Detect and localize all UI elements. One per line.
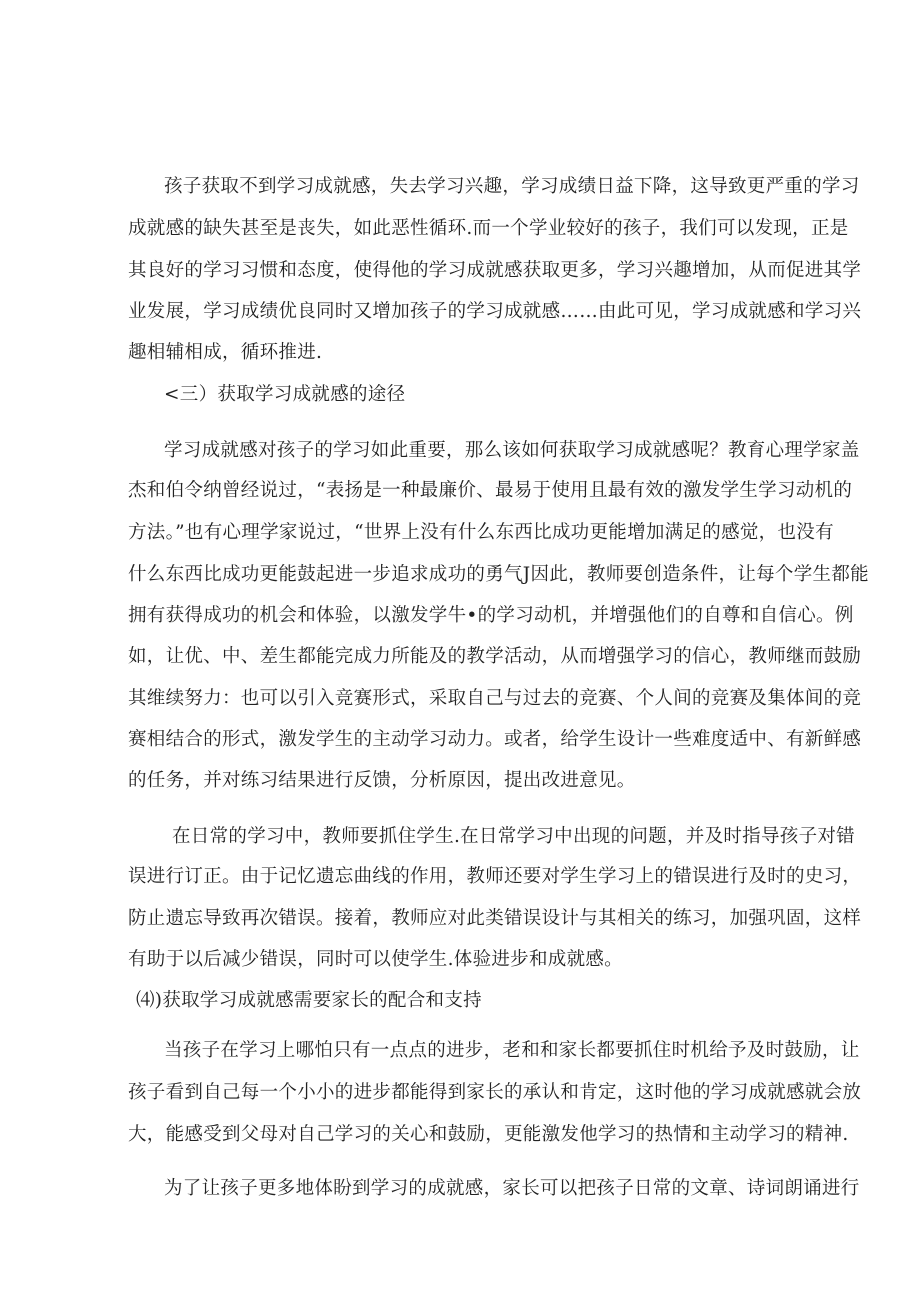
paragraph-2-line-4: 什么东西比成功更能鼓起进一步追求成功的勇气J因此，教师要创造条件，让每个学生都能 [128,564,869,585]
section-heading-3: <三）获取学习成就感的途径 [164,384,406,405]
paragraph-2-line-3: 方法。”也有心理学家说过，“世界上没有什么东西比成功更能增加满足的感觉，也没有 [128,522,834,543]
paragraph-2-line-2: 杰和伯令纳曾经说过，“表扬是一种最廉价、最易于使用且最有效的激发学生学习动机的 [128,480,853,501]
paragraph-2-line-6: 如，让优、中、差生都能完成力所能及的教学活动，从而增强学习的信心，教师继而鼓励 [128,646,862,667]
paragraph-4-line-1: 当孩子在学习上哪怕只有一点点的进步，老和和家长都要抓住时机给予及时鼓励，让 [164,1040,860,1061]
paragraph-3-line-1: 在日常的学习中，教师要抓住学生.在日常学习中出现的问题，并及时指导孩子对错 [172,826,855,847]
paragraph-3-line-2: 误进行订正。由于记忆遗忘曲线的作用，教师还要对学生学习上的错误进行及时的史习， [128,866,862,887]
paragraph-4-line-2: 孩子看到自己每一个小小的进步都能得到家长的承认和肯定，这时他的学习成就感就会放 [128,1082,862,1103]
paragraph-1-line-5: 趣相辅相成，循环推进. [128,342,323,363]
paragraph-2-line-5: 拥有获得成功的机会和体验，以激发学牛•的学习动机，并增强他们的自尊和自信心。例 [128,605,854,626]
paragraph-1-line-1: 孩子获取不到学习成就感，失去学习兴趣，学习成绩日益下降，这导致更严重的学习 [164,176,860,197]
paragraph-5-line-1: 为了让孩子更多地体盼到学习的成就感，家长可以把孩子日常的文章、诗词朗诵进行 [164,1178,860,1199]
paragraph-1-line-2: 成就感的缺失甚至是丧失，如此恶性循环.而一个学业较好的孩子，我们可以发现，正是 [128,218,849,239]
paragraph-3-line-4: 有助于以后减少错误，同时可以使学生.体验进步和成就感。 [128,949,623,970]
paragraph-3-line-3: 防止遗忘导致再次错误。接着，教师应对此类错误设计与其相关的练习，加强巩固，这样 [128,908,862,929]
paragraph-4-line-3: 大，能感受到父母对自己学习的关心和鼓励，更能激发他学习的热情和主动学习的精神. [128,1124,849,1145]
paragraph-2-line-1: 学习成就感对孩子的学习如此重要，那么该如何获取学习成就感呢？教育心理学家盖 [164,440,860,461]
section-heading-4: ⑷)获取学习成就感需要家长的配合和支持 [136,990,482,1011]
paragraph-2-line-9: 的任务，并对练习结果进行反馈，分析原因，提出改进意见。 [128,770,636,791]
paragraph-2-line-7: 其维续努力：也可以引入竞赛形式，采取自己与过去的竞赛、个人间的竞赛及集体间的竞 [128,688,862,709]
paragraph-1-line-3: 其良好的学习习惯和态度，使得他的学习成就感获取更多，学习兴趣增加，从而促进其学 [128,260,862,281]
paragraph-1-line-4: 业发展，学习成绩优良同时又增加孩子的学习成就感……由此可见，学习成就感和学习兴 [128,301,862,322]
paragraph-2-line-8: 赛相结合的形式，激发学生的主动学习动力。或者，给学生设计一些难度适中、有新鲜感 [128,729,862,750]
